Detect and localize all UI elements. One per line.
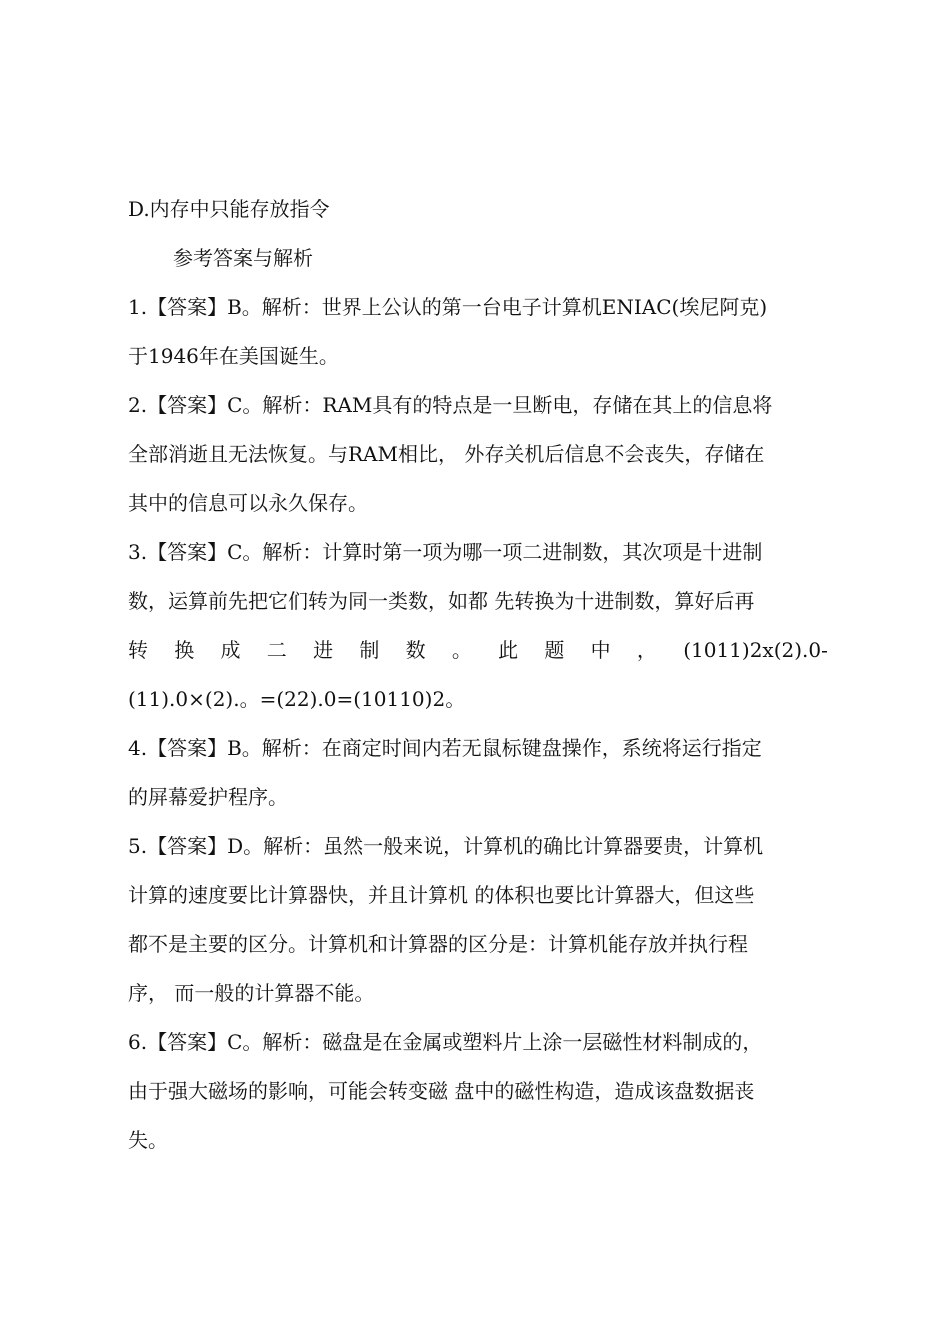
- justified-token: 数: [405, 638, 426, 662]
- document-body: [128, 185, 828, 1165]
- option-d-text: D.内存中只能存放指令: [128, 197, 330, 221]
- answer-line: 失。: [128, 1128, 168, 1152]
- answer-item-4: [128, 724, 828, 822]
- answer-line: 序， 而一般的计算器不能。: [128, 981, 375, 1005]
- answer-line: 其中的信息可以永久保存。: [128, 491, 368, 515]
- justified-token: (1011)2x(2).0-: [683, 638, 828, 662]
- answer-line: 于1946年在美国诞生。: [128, 344, 339, 368]
- justified-token: 进: [313, 638, 334, 662]
- answer-line: 1.【答案】B。解析：世界上公认的第一台电子计算机ENIAC(埃尼阿克): [128, 295, 768, 319]
- justified-token: 成: [220, 638, 241, 662]
- answer-justified-line: [128, 626, 828, 675]
- justified-token: 此: [498, 638, 519, 662]
- justified-token: 转: [128, 638, 148, 662]
- answer-item-1: [128, 283, 828, 381]
- answer-line: (11).0×(2).。=(22).0=(10110)2。: [128, 687, 466, 711]
- justified-token: 制: [359, 638, 380, 662]
- section-title: 参考答案与解析: [173, 246, 313, 270]
- answer-line: 2.【答案】C。解析：RAM具有的特点是一旦断电，存储在其上的信息将: [128, 393, 773, 417]
- justified-token: 换: [174, 638, 195, 662]
- answer-line: 的屏幕爱护程序。: [128, 785, 288, 809]
- answer-line: 全部消逝且无法恢复。与RAM相比， 外存关机后信息不会丧失，存储在: [128, 442, 765, 466]
- answer-line: 由于强大磁场的影响，可能会转变磁 盘中的磁性构造，造成该盘数据丧: [128, 1079, 755, 1103]
- answer-line: 4.【答案】B。解析：在商定时间内若无鼠标键盘操作，系统将运行指定: [128, 736, 762, 760]
- justified-token: ，: [636, 638, 657, 662]
- answer-line: 3.【答案】C。解析：计算时第一项为哪一项二进制数，其次项是十进制: [128, 540, 763, 564]
- answer-line: 都不是主要的区分。计算机和计算器的区分是：计算机能存放并执行程: [128, 932, 748, 956]
- justified-token: 中: [590, 638, 611, 662]
- answer-item-2: [128, 381, 828, 528]
- answer-item-3: [128, 528, 828, 724]
- justified-token: 二: [266, 638, 287, 662]
- answer-line: 6.【答案】C。解析：磁盘是在金属或塑料片上涂一层磁性材料制成的，: [128, 1030, 763, 1054]
- answer-item-6: [128, 1018, 828, 1165]
- justified-token: 。: [451, 638, 472, 662]
- justified-token: 题: [544, 638, 565, 662]
- answer-line: 5.【答案】D。解析：虽然一般来说，计算机的确比计算器要贵，计算机: [128, 834, 764, 858]
- answer-item-5: [128, 822, 828, 1018]
- answer-line: 计算的速度要比计算器快，并且计算机 的体积也要比计算器大，但这些: [128, 883, 755, 907]
- answer-line: 数，运算前先把它们转为同一类数，如都 先转换为十进制数，算好后再: [128, 589, 755, 613]
